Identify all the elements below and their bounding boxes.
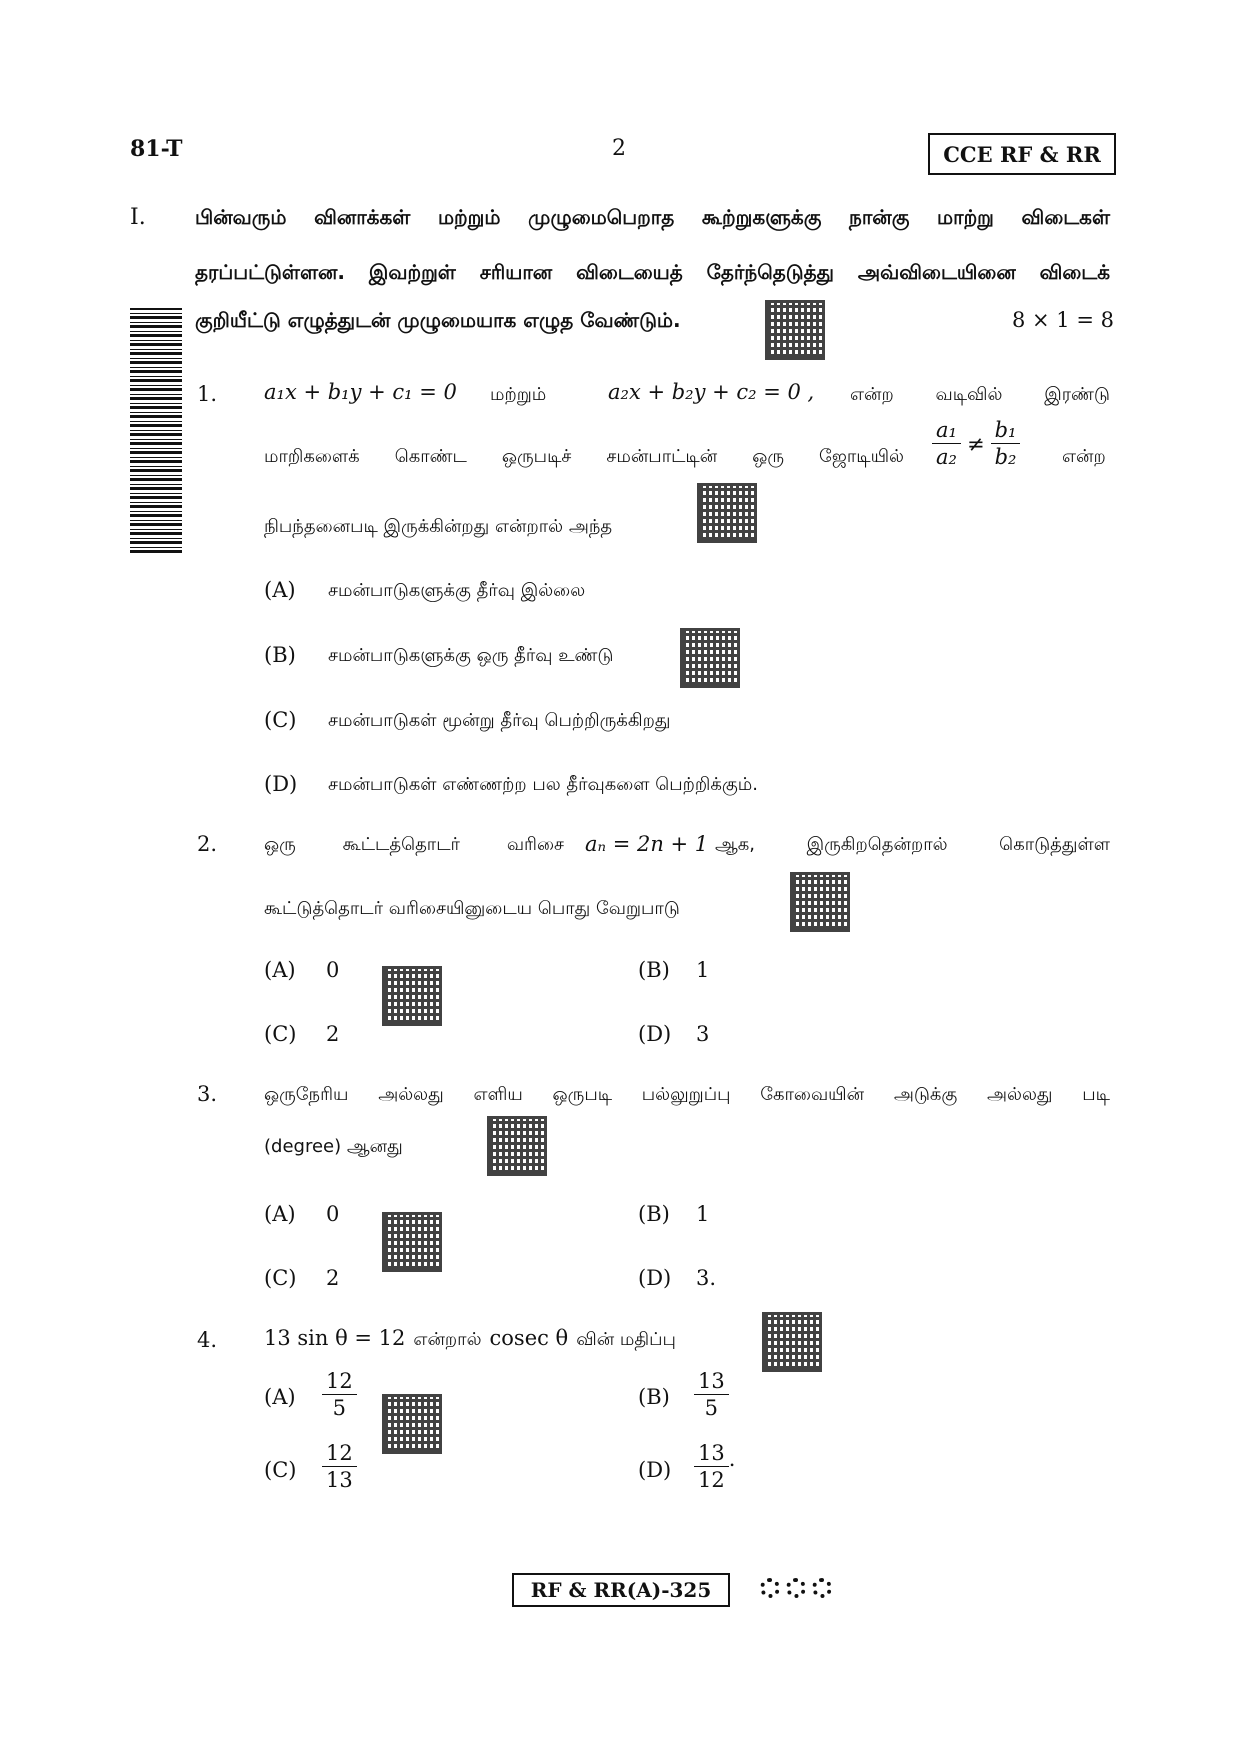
qr-code [382,1394,442,1454]
q2-option-text: 3 [696,1022,710,1046]
series-label: CCE RF & RR [943,141,1101,167]
paper-code: 81-T [130,136,183,162]
barcode [130,308,182,553]
q2-line1-b: ஆக, இருகிறதென்றால் கொடுத்துள்ள [715,834,1110,855]
q4-option-letter: (B) [638,1385,670,1409]
rosette-icon [786,1578,806,1598]
q1-and-word: மற்றும் [490,384,547,405]
q1-fraction-b [991,417,1021,470]
q3-line1: ஒருநேரிய அல்லது எளிய ஒருபடி பல்லுறுப்பு கோவையின் அடுக்கு அல்லது படி [264,1084,1110,1105]
q1-condition [932,417,1020,470]
footer-code-box [512,1573,730,1607]
q1-option-text: சமன்பாடுகளுக்கு ஒரு தீர்வு உண்டு [328,645,614,666]
q4-option-fraction [322,1368,357,1421]
q2-option-text: 1 [696,958,710,982]
q1-option-text: சமன்பாடுகளுக்கு தீர்வு இல்லை [328,580,586,601]
q1-equation-2: a₂x + b₂y + c₂ = 0 , [608,380,815,404]
q4-option-letter: (C) [264,1458,297,1482]
q4-opt-den: 12 [698,1468,725,1492]
q2-option-letter: (B) [638,958,670,982]
q1-option-letter: (B) [264,643,296,667]
q1-option-letter: (D) [264,772,298,796]
q1-fraction-a [932,417,961,470]
q4-option-fraction [322,1440,357,1493]
q1-equation-1: a₁x + b₁y + c₁ = 0 [264,380,457,404]
q1-frac-a-num: a₁ [932,417,961,444]
q1-frac-a-den: a₂ [936,445,957,469]
q1-line2-tail: என்ற [1062,446,1106,467]
qr-code [790,872,850,932]
rosette-marks [760,1578,832,1598]
q4-stem-math: 13 sin θ = 12 [264,1326,406,1350]
qr-code [487,1116,547,1176]
q3-option-text: 0 [326,1202,340,1226]
qr-code [680,628,740,688]
q4-stem [264,1326,676,1352]
marks-allotted: 8 × 1 = 8 [1012,308,1114,332]
q1-line3-text: நிபந்தனைபடி இருக்கின்றது என்றால் அந்த [264,516,613,537]
question-3-number: 3. [197,1082,218,1106]
q1-neq: ≠ [966,431,985,456]
q4-opt-num: 13 [694,1368,729,1395]
q4-option-letter: (A) [264,1385,296,1409]
question-4-number: 4. [197,1328,218,1352]
rosette-icon [812,1578,832,1598]
q4-option-letter: (D) [638,1458,672,1482]
question-2-number: 2. [197,832,218,856]
q3-option-letter: (A) [264,1202,296,1226]
q1-option-text: சமன்பாடுகள் எண்ணற்ற பல தீர்வுகளை பெற்றிக்கும். [328,774,759,795]
page-number: 2 [612,136,626,161]
q1-line2-text: மாறிகளைக் கொண்ட ஒருபடிச் சமன்பாட்டின் ஒரு ஜோடியில் [264,446,904,467]
q1-frac-b-num: b₁ [991,417,1021,444]
q4-opt-num: 12 [322,1440,357,1467]
q3-option-text: 2 [326,1266,340,1290]
q1-option-text: சமன்பாடுகள் மூன்று தீர்வு பெற்றிருக்கிறது [328,710,671,731]
q4-option-fraction [694,1440,735,1493]
qr-code [762,1312,822,1372]
q4-opt-suffix: . [728,1447,736,1471]
q4-opt-den: 5 [332,1396,347,1420]
q4-stem-text-a: என்றால் [413,1329,482,1350]
q2-option-text: 2 [326,1022,340,1046]
q2-option-letter: (A) [264,958,296,982]
q4-option-fraction [694,1368,729,1421]
footer-code: RF & RR(A)-325 [530,1578,712,1602]
instruction-line-3: குறியீட்டு எழுத்துடன் முழுமையாக எழுத வேண்டும். [195,308,681,332]
q4-stem-math2: cosec θ [489,1326,569,1350]
q1-line1-tail: என்ற வடிவில் இரண்டு [850,384,1110,405]
q3-option-text: 1 [696,1202,710,1226]
section-number: I. [130,205,146,230]
qr-code [765,300,825,360]
question-1-number: 1. [197,382,218,406]
q3-option-letter: (B) [638,1202,670,1226]
q4-opt-num: 13 [694,1440,729,1467]
q4-stem-text-b: வின் மதிப்பு [576,1329,676,1350]
q2-option-letter: (D) [638,1022,672,1046]
instruction-line-2: தரப்பட்டுள்ளன. இவற்றுள் சரியான விடையைத் தேர்ந்தெடுத்து அவ்விடையினை விடைக் [195,260,1110,284]
q1-frac-b-den: b₂ [994,445,1017,469]
q3-option-letter: (C) [264,1266,297,1290]
instruction-line-1: பின்வரும் வினாக்கள் மற்றும் முழுமைபெறாத கூற்றுகளுக்கு நான்கு மாற்று விடைகள் [195,205,1110,229]
rosette-icon [760,1578,780,1598]
q1-option-letter: (C) [264,708,297,732]
q1-option-letter: (A) [264,578,296,602]
qr-code [697,483,757,543]
q4-opt-den: 5 [704,1396,719,1420]
q3-option-text: 3. [696,1266,717,1290]
q2-option-letter: (C) [264,1022,297,1046]
q2-line2: கூட்டுத்தொடர் வரிசையினுடைய பொது வேறுபாடு [264,898,680,919]
series-box [928,133,1116,175]
q3-line2: (degree) ஆனது [264,1136,403,1157]
q2-line1-a: ஒரு கூட்டத்தொடர் வரிசை [264,834,564,855]
q2-formula: aₙ = 2n + 1 [585,832,709,856]
q4-opt-den: 13 [326,1468,353,1492]
q4-opt-num: 12 [322,1368,357,1395]
qr-code [382,1212,442,1272]
q2-option-text: 0 [326,958,340,982]
qr-code [382,966,442,1026]
q3-option-letter: (D) [638,1266,672,1290]
